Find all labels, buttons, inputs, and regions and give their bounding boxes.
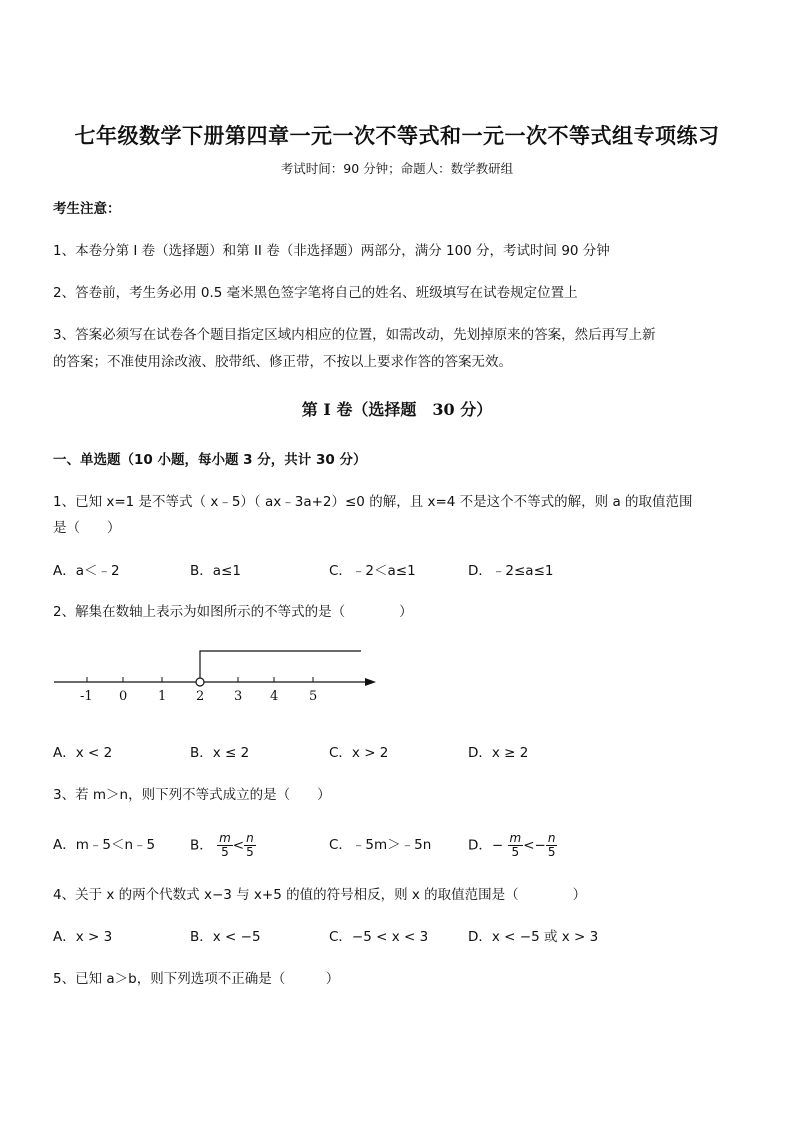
question-1-stem: 1、已知 x=1 是不等式（ x﹣5）（ ax﹣3a+2）≤0 的解，且 x=4 不是这个不等式的解，则 a 的取值范围: [53, 494, 693, 510]
numerator: m: [219, 831, 231, 845]
question-2-option-d[interactable]: D．x ≥ 2: [468, 745, 529, 761]
question-3-option-c[interactable]: C．﹣5m＞﹣5n: [329, 837, 432, 853]
less-than-minus-sign: <−: [523, 837, 546, 854]
open-circle-at-2: [196, 678, 204, 686]
question-1-stem-cont: 是（ ）: [53, 520, 121, 536]
question-2-options: [53, 740, 753, 767]
page-title: 七年级数学下册第四章一元一次不等式和一元一次不等式组专项练习: [74, 123, 720, 148]
page-subtitle: 考试时间：90 分钟；命题人：数学教研组: [280, 161, 514, 176]
question-1-option-a[interactable]: A．a＜﹣2: [53, 563, 120, 579]
denominator: 5: [246, 845, 254, 859]
question-1-option-d[interactable]: D．﹣2≤a≤1: [468, 563, 554, 579]
axis-label-0: 0: [119, 689, 128, 704]
axis-label-3: 3: [234, 689, 243, 704]
question-4-stem: 4、关于 x 的两个代数式 x−3 与 x+5 的值的符号相反，则 x 的取值范围是（ ）: [53, 887, 587, 903]
question-3-option-b[interactable]: [190, 832, 256, 860]
axis-label-5: 5: [309, 689, 318, 704]
question-3-stem: 3、若 m＞n，则下列不等式成立的是（ ）: [53, 787, 331, 803]
question-2-option-c[interactable]: C．x > 2: [329, 745, 389, 761]
fraction-m-over-5: [217, 832, 233, 859]
notice-item-3-cont: 的答案；不准使用涂改液、胶带纸、修正带，不按以上要求作答的答案无效。: [53, 354, 512, 370]
question-3-option-d[interactable]: [468, 832, 557, 860]
question-2-stem: 2、解集在数轴上表示为如图所示的不等式的是（ ）: [53, 604, 413, 620]
less-than-sign: <: [232, 837, 245, 854]
notice-item-3: 3、答案必须写在试卷各个题目指定区域内相应的位置，如需改动，先划掉原来的答案，然后再写上新: [53, 327, 656, 343]
axis-label-1: 1: [158, 689, 167, 704]
number-line-figure: [50, 640, 390, 710]
section-title: 第 I 卷（选择题 30 分）: [301, 400, 493, 419]
question-4-option-c[interactable]: C．−5 < x < 3: [329, 929, 429, 945]
denominator: 5: [511, 845, 520, 859]
denominator: 5: [547, 845, 556, 859]
question-1-options: [53, 558, 753, 585]
question-3-options: [53, 832, 753, 859]
notice-heading: 考生注意：: [53, 201, 121, 217]
part-title: 一、单选题（10 小题，每小题 3 分，共计 30 分）: [53, 452, 367, 468]
denominator: 5: [221, 845, 229, 859]
fraction-m-over-5: [508, 832, 524, 859]
question-3-option-a[interactable]: A．m﹣5＜n﹣5: [53, 837, 156, 853]
question-3-option-d-prefix: D．−: [468, 837, 504, 854]
question-4-options: [53, 924, 753, 951]
fraction-n-over-5: [244, 832, 256, 859]
numerator: n: [246, 831, 254, 845]
question-4-option-d[interactable]: D．x < −5 或 x > 3: [468, 929, 599, 945]
question-5-stem: 5、已知 a＞b，则下列选项不正确是（ ）: [53, 971, 340, 987]
fraction-n-over-5: [546, 832, 558, 859]
axis-label-minus1: -1: [80, 689, 93, 704]
question-2-option-b[interactable]: B．x ≤ 2: [190, 745, 250, 761]
axis-label-2: 2: [196, 689, 205, 704]
solution-ray: [200, 651, 361, 678]
question-3-option-b-prefix: B．: [190, 837, 213, 854]
question-1-option-b[interactable]: B．a≤1: [190, 563, 241, 579]
question-2-option-a[interactable]: A．x < 2: [53, 745, 113, 761]
question-4-option-b[interactable]: B．x < −5: [190, 929, 261, 945]
question-1-option-c[interactable]: C．﹣2＜a≤1: [329, 563, 416, 579]
axis-label-4: 4: [270, 689, 279, 704]
question-4-option-a[interactable]: A．x > 3: [53, 929, 113, 945]
numerator: m: [509, 831, 522, 845]
numerator: n: [547, 831, 556, 845]
notice-item-1: 1、本卷分第 I 卷（选择题）和第 II 卷（非选择题）两部分，满分 100 分，考试时间 90 分钟: [53, 243, 610, 259]
number-line-arrowhead: [365, 678, 376, 686]
notice-item-2: 2、答卷前，考生务必用 0.5 毫米黑色签字笔将自己的姓名、班级填写在试卷规定位置上: [53, 285, 578, 301]
